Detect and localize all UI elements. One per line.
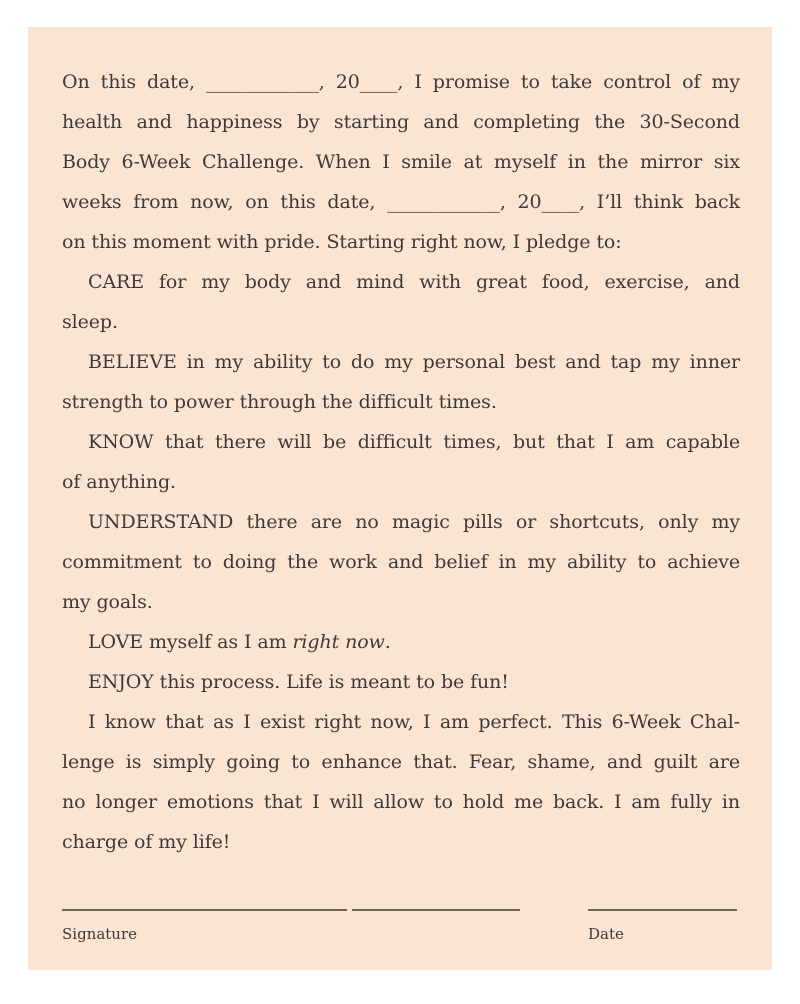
pledge-line-text: health and happiness by starting and completing the 30-Second [62, 111, 740, 133]
pledge-line-text: . [384, 631, 391, 653]
pledge-line-text: CARE for my body and mind with great food, exercise, and [88, 271, 740, 293]
pledge-line-text: my goals. [62, 591, 153, 613]
signature-line-segment-2 [352, 909, 520, 911]
pledge-panel [28, 27, 772, 970]
pledge-line-text: no longer emotions that I will allow to hold me back. I am fully in [62, 791, 740, 813]
pledge-line [62, 582, 740, 622]
pledge-line-text: BELIEVE in my ability to do my personal best and tap my inner [88, 351, 740, 373]
pledge-line [62, 382, 740, 422]
pledge-line [62, 102, 740, 142]
pledge-line [62, 502, 740, 542]
pledge-line-text: on this moment with pride. Starting right now, I pledge to: [62, 231, 622, 253]
pledge-line-text: LOVE myself as I am [88, 631, 293, 653]
pledge-line-text: I know that as I exist right now, I am perfect. This 6-Week Chal- [88, 711, 740, 733]
pledge-line [62, 462, 740, 502]
pledge-line [62, 62, 740, 102]
pledge-line-text: lenge is simply going to enhance that. Fear, shame, and guilt are [62, 751, 740, 773]
pledge-line [62, 662, 740, 702]
pledge-line [62, 142, 740, 182]
pledge-line-text: sleep. [62, 311, 118, 333]
signature-line [62, 909, 347, 911]
pledge-line-text: charge of my life! [62, 831, 231, 853]
pledge-line [62, 222, 740, 262]
pledge-line-text: strength to power through the difficult times. [62, 391, 497, 413]
pledge-line-text: On this date, ____________, 20____, I promise to take control of my [62, 71, 740, 93]
pledge-line [62, 742, 740, 782]
pledge-line-text: of anything. [62, 471, 176, 493]
pledge-line [62, 782, 740, 822]
date-label: Date [588, 925, 624, 943]
signature-label: Signature [62, 925, 138, 943]
pledge-line [62, 302, 740, 342]
pledge-line [62, 342, 740, 382]
pledge-line-text: Body 6-Week Challenge. When I smile at myself in the mirror six [62, 151, 740, 173]
pledge-line-italic-text: right now [292, 631, 385, 653]
pledge-line-text: commitment to doing the work and belief in my ability to achieve [62, 551, 740, 573]
pledge-line-text: UNDERSTAND there are no magic pills or shortcuts, only my [88, 511, 740, 533]
pledge-text [62, 62, 740, 862]
pledge-line-text: weeks from now, on this date, ____________, 20____, I’ll think back [62, 191, 740, 213]
pledge-line [62, 182, 740, 222]
pledge-line [62, 622, 740, 662]
pledge-line [62, 542, 740, 582]
pledge-line [62, 702, 740, 742]
pledge-line [62, 262, 740, 302]
pledge-line [62, 422, 740, 462]
pledge-line-text: ENJOY this process. Life is meant to be fun! [88, 671, 509, 693]
pledge-line-text: KNOW that there will be difficult times, but that I am capable [88, 431, 740, 453]
pledge-line [62, 822, 740, 862]
date-line [588, 909, 737, 911]
